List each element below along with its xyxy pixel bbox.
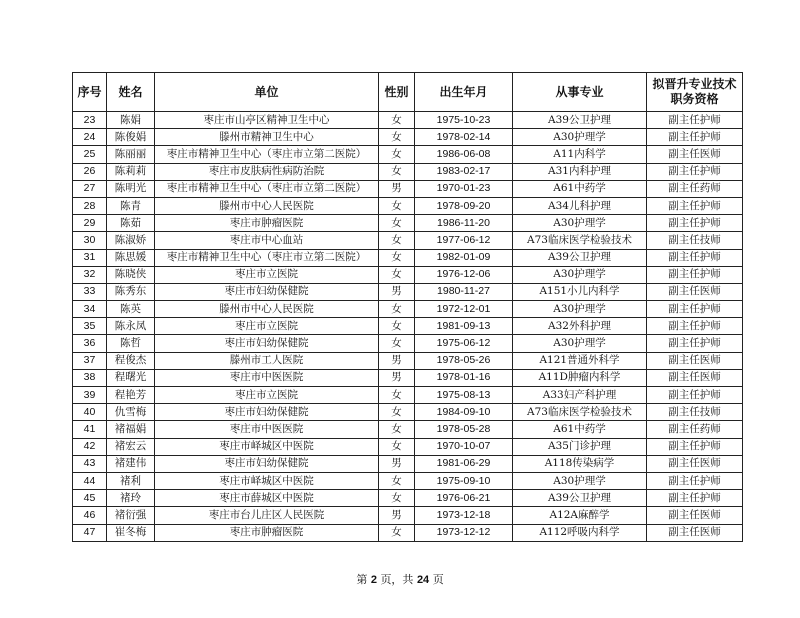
header-title: 拟晋升专业技术职务资格 (647, 73, 743, 112)
cell-name: 褚衍强 (107, 507, 155, 524)
table-row (73, 335, 743, 352)
cell-seq: 34 (73, 301, 107, 318)
cell-birth: 1982-01-09 (415, 249, 513, 266)
cell-name: 陈莉莉 (107, 163, 155, 180)
table-row (73, 146, 743, 163)
cell-birth: 1973-12-12 (415, 524, 513, 541)
cell-specialty: A73临床医学检验技术 (513, 232, 647, 249)
cell-name: 褚宏云 (107, 438, 155, 455)
table-row (73, 283, 743, 300)
table-row (73, 163, 743, 180)
cell-name: 陈晓侠 (107, 266, 155, 283)
cell-birth: 1986-11-20 (415, 215, 513, 232)
cell-gender: 男 (379, 455, 415, 472)
cell-birth: 1976-06-21 (415, 490, 513, 507)
table-row (73, 352, 743, 369)
cell-seq: 25 (73, 146, 107, 163)
cell-unit: 枣庄市立医院 (155, 266, 379, 283)
cell-name: 程曙光 (107, 369, 155, 386)
header-unit: 单位 (155, 73, 379, 112)
cell-specialty: A39公卫护理 (513, 490, 647, 507)
cell-specialty: A30护理学 (513, 266, 647, 283)
cell-unit: 滕州市中心人民医院 (155, 301, 379, 318)
table-body (73, 112, 743, 542)
table-row (73, 507, 743, 524)
cell-title: 副主任护师 (647, 112, 743, 129)
cell-gender: 女 (379, 472, 415, 489)
cell-birth: 1975-06-12 (415, 335, 513, 352)
cell-unit: 枣庄市妇幼保健院 (155, 404, 379, 421)
cell-unit: 滕州市精神卫生中心 (155, 129, 379, 146)
cell-seq: 38 (73, 369, 107, 386)
cell-specialty: A121普通外科学 (513, 352, 647, 369)
table-row (73, 318, 743, 335)
cell-seq: 35 (73, 318, 107, 335)
cell-seq: 30 (73, 232, 107, 249)
cell-name: 褚玲 (107, 490, 155, 507)
cell-specialty: A30护理学 (513, 301, 647, 318)
cell-title: 副主任护师 (647, 266, 743, 283)
cell-specialty: A30护理学 (513, 129, 647, 146)
cell-specialty: A34儿科护理 (513, 197, 647, 214)
cell-gender: 女 (379, 112, 415, 129)
cell-birth: 1970-01-23 (415, 180, 513, 197)
cell-birth: 1986-06-08 (415, 146, 513, 163)
header-seq: 序号 (73, 73, 107, 112)
total-page-count: 24 (416, 574, 430, 586)
cell-unit: 滕州市工人医院 (155, 352, 379, 369)
cell-name: 崔冬梅 (107, 524, 155, 541)
header-name: 姓名 (107, 73, 155, 112)
table-row (73, 421, 743, 438)
table-row (73, 404, 743, 421)
cell-specialty: A11D肿瘤内科学 (513, 369, 647, 386)
cell-gender: 男 (379, 507, 415, 524)
cell-unit: 枣庄市妇幼保健院 (155, 283, 379, 300)
table-row (73, 215, 743, 232)
cell-gender: 女 (379, 215, 415, 232)
table-row (73, 472, 743, 489)
cell-seq: 42 (73, 438, 107, 455)
cell-name: 陈明光 (107, 180, 155, 197)
cell-gender: 男 (379, 369, 415, 386)
cell-title: 副主任护师 (647, 490, 743, 507)
cell-name: 陈青 (107, 197, 155, 214)
cell-unit: 枣庄市皮肤病性病防治院 (155, 163, 379, 180)
cell-title: 副主任护师 (647, 301, 743, 318)
cell-title: 副主任医师 (647, 352, 743, 369)
cell-gender: 女 (379, 421, 415, 438)
cell-seq: 40 (73, 404, 107, 421)
cell-seq: 47 (73, 524, 107, 541)
cell-name: 程俊杰 (107, 352, 155, 369)
cell-specialty: A73临床医学检验技术 (513, 404, 647, 421)
cell-gender: 男 (379, 283, 415, 300)
table-row (73, 266, 743, 283)
table-row (73, 524, 743, 541)
cell-name: 褚利 (107, 472, 155, 489)
cell-title: 副主任护师 (647, 438, 743, 455)
cell-specialty: A118传染病学 (513, 455, 647, 472)
table-row (73, 180, 743, 197)
roster-table (72, 72, 743, 542)
cell-title: 副主任医师 (647, 507, 743, 524)
cell-title: 副主任护师 (647, 197, 743, 214)
footer-suffix: 页 (432, 573, 444, 586)
cell-gender: 女 (379, 249, 415, 266)
cell-name: 程艳芳 (107, 387, 155, 404)
cell-title: 副主任医师 (647, 369, 743, 386)
cell-birth: 1978-09-20 (415, 197, 513, 214)
cell-gender: 女 (379, 129, 415, 146)
cell-specialty: A33妇产科护理 (513, 387, 647, 404)
cell-name: 陈茹 (107, 215, 155, 232)
cell-unit: 枣庄市肿瘤医院 (155, 524, 379, 541)
cell-specialty: A112呼吸内科学 (513, 524, 647, 541)
cell-unit: 枣庄市峄城区中医院 (155, 472, 379, 489)
cell-name: 陈哲 (107, 335, 155, 352)
cell-gender: 女 (379, 404, 415, 421)
cell-gender: 女 (379, 335, 415, 352)
cell-unit: 枣庄市山亭区精神卫生中心 (155, 112, 379, 129)
cell-specialty: A61中药学 (513, 421, 647, 438)
cell-birth: 1970-10-07 (415, 438, 513, 455)
cell-gender: 女 (379, 438, 415, 455)
cell-unit: 枣庄市中医医院 (155, 421, 379, 438)
cell-specialty: A31内科护理 (513, 163, 647, 180)
cell-title: 副主任护师 (647, 163, 743, 180)
cell-birth: 1976-12-06 (415, 266, 513, 283)
cell-birth: 1978-01-16 (415, 369, 513, 386)
cell-specialty: A39公卫护理 (513, 112, 647, 129)
cell-title: 副主任技师 (647, 404, 743, 421)
cell-seq: 23 (73, 112, 107, 129)
cell-birth: 1973-12-18 (415, 507, 513, 524)
cell-unit: 枣庄市妇幼保健院 (155, 455, 379, 472)
cell-seq: 43 (73, 455, 107, 472)
cell-title: 副主任护师 (647, 472, 743, 489)
cell-name: 陈秀东 (107, 283, 155, 300)
cell-unit: 枣庄市肿瘤医院 (155, 215, 379, 232)
cell-specialty: A35门诊护理 (513, 438, 647, 455)
table-header (73, 73, 743, 112)
page-footer (0, 571, 800, 587)
cell-name: 陈娟 (107, 112, 155, 129)
cell-birth: 1978-05-28 (415, 421, 513, 438)
cell-unit: 枣庄市精神卫生中心（枣庄市立第二医院） (155, 180, 379, 197)
cell-seq: 41 (73, 421, 107, 438)
cell-birth: 1983-02-17 (415, 163, 513, 180)
cell-gender: 女 (379, 318, 415, 335)
cell-title: 副主任医师 (647, 455, 743, 472)
cell-title: 副主任医师 (647, 146, 743, 163)
table-row (73, 438, 743, 455)
cell-unit: 枣庄市立医院 (155, 387, 379, 404)
cell-name: 陈英 (107, 301, 155, 318)
cell-unit: 枣庄市立医院 (155, 318, 379, 335)
cell-seq: 24 (73, 129, 107, 146)
cell-specialty: A12A麻醉学 (513, 507, 647, 524)
cell-seq: 29 (73, 215, 107, 232)
cell-gender: 男 (379, 180, 415, 197)
footer-prefix: 第 (356, 573, 368, 586)
cell-gender: 女 (379, 163, 415, 180)
cell-title: 副主任护师 (647, 335, 743, 352)
cell-unit: 枣庄市中医医院 (155, 369, 379, 386)
cell-specialty: A61中药学 (513, 180, 647, 197)
table-row (73, 232, 743, 249)
cell-title: 副主任护师 (647, 387, 743, 404)
cell-gender: 男 (379, 352, 415, 369)
cell-gender: 女 (379, 490, 415, 507)
cell-gender: 女 (379, 197, 415, 214)
cell-title: 副主任医师 (647, 524, 743, 541)
cell-birth: 1975-09-10 (415, 472, 513, 489)
header-row (73, 73, 743, 112)
header-specialty: 从事专业 (513, 73, 647, 112)
cell-title: 副主任护师 (647, 215, 743, 232)
cell-name: 陈俊娟 (107, 129, 155, 146)
cell-birth: 1981-06-29 (415, 455, 513, 472)
cell-specialty: A30护理学 (513, 472, 647, 489)
cell-name: 陈思媛 (107, 249, 155, 266)
table-row (73, 112, 743, 129)
cell-unit: 枣庄市精神卫生中心（枣庄市立第二医院） (155, 249, 379, 266)
cell-birth: 1978-02-14 (415, 129, 513, 146)
table-row (73, 129, 743, 146)
cell-seq: 45 (73, 490, 107, 507)
cell-birth: 1984-09-10 (415, 404, 513, 421)
cell-seq: 37 (73, 352, 107, 369)
table-row (73, 387, 743, 404)
footer-middle: 页，共 (380, 573, 414, 586)
current-page-number: 2 (370, 574, 377, 586)
cell-title: 副主任技师 (647, 232, 743, 249)
cell-unit: 枣庄市妇幼保健院 (155, 335, 379, 352)
cell-birth: 1972-12-01 (415, 301, 513, 318)
cell-name: 陈永凤 (107, 318, 155, 335)
cell-birth: 1975-10-23 (415, 112, 513, 129)
table-row (73, 490, 743, 507)
table-row (73, 197, 743, 214)
cell-seq: 46 (73, 507, 107, 524)
cell-title: 副主任药师 (647, 421, 743, 438)
cell-birth: 1975-08-13 (415, 387, 513, 404)
table-row (73, 369, 743, 386)
cell-unit: 枣庄市峄城区中医院 (155, 438, 379, 455)
cell-title: 副主任护师 (647, 129, 743, 146)
cell-specialty: A30护理学 (513, 335, 647, 352)
cell-title: 副主任医师 (647, 283, 743, 300)
cell-name: 褚建伟 (107, 455, 155, 472)
cell-seq: 39 (73, 387, 107, 404)
cell-seq: 33 (73, 283, 107, 300)
cell-unit: 枣庄市中心血站 (155, 232, 379, 249)
cell-unit: 枣庄市薛城区中医院 (155, 490, 379, 507)
cell-unit: 滕州市中心人民医院 (155, 197, 379, 214)
cell-gender: 女 (379, 524, 415, 541)
cell-seq: 31 (73, 249, 107, 266)
header-birth: 出生年月 (415, 73, 513, 112)
cell-specialty: A30护理学 (513, 215, 647, 232)
cell-birth: 1980-11-27 (415, 283, 513, 300)
cell-gender: 女 (379, 232, 415, 249)
cell-seq: 27 (73, 180, 107, 197)
cell-birth: 1978-05-26 (415, 352, 513, 369)
cell-title: 副主任护师 (647, 318, 743, 335)
cell-unit: 枣庄市台儿庄区人民医院 (155, 507, 379, 524)
cell-birth: 1977-06-12 (415, 232, 513, 249)
cell-seq: 36 (73, 335, 107, 352)
cell-title: 副主任药师 (647, 180, 743, 197)
cell-name: 仇雪梅 (107, 404, 155, 421)
cell-name: 褚福娟 (107, 421, 155, 438)
cell-specialty: A151小儿内科学 (513, 283, 647, 300)
cell-gender: 女 (379, 301, 415, 318)
cell-gender: 女 (379, 266, 415, 283)
table-row (73, 249, 743, 266)
cell-gender: 女 (379, 387, 415, 404)
cell-title: 副主任护师 (647, 249, 743, 266)
cell-seq: 28 (73, 197, 107, 214)
cell-birth: 1981-09-13 (415, 318, 513, 335)
table-row (73, 455, 743, 472)
cell-specialty: A32外科护理 (513, 318, 647, 335)
cell-seq: 44 (73, 472, 107, 489)
cell-unit: 枣庄市精神卫生中心（枣庄市立第二医院） (155, 146, 379, 163)
cell-gender: 女 (379, 146, 415, 163)
cell-name: 陈丽丽 (107, 146, 155, 163)
cell-specialty: A11内科学 (513, 146, 647, 163)
table-row (73, 301, 743, 318)
header-gender: 性别 (379, 73, 415, 112)
cell-seq: 26 (73, 163, 107, 180)
cell-seq: 32 (73, 266, 107, 283)
cell-specialty: A39公卫护理 (513, 249, 647, 266)
cell-name: 陈淑娇 (107, 232, 155, 249)
